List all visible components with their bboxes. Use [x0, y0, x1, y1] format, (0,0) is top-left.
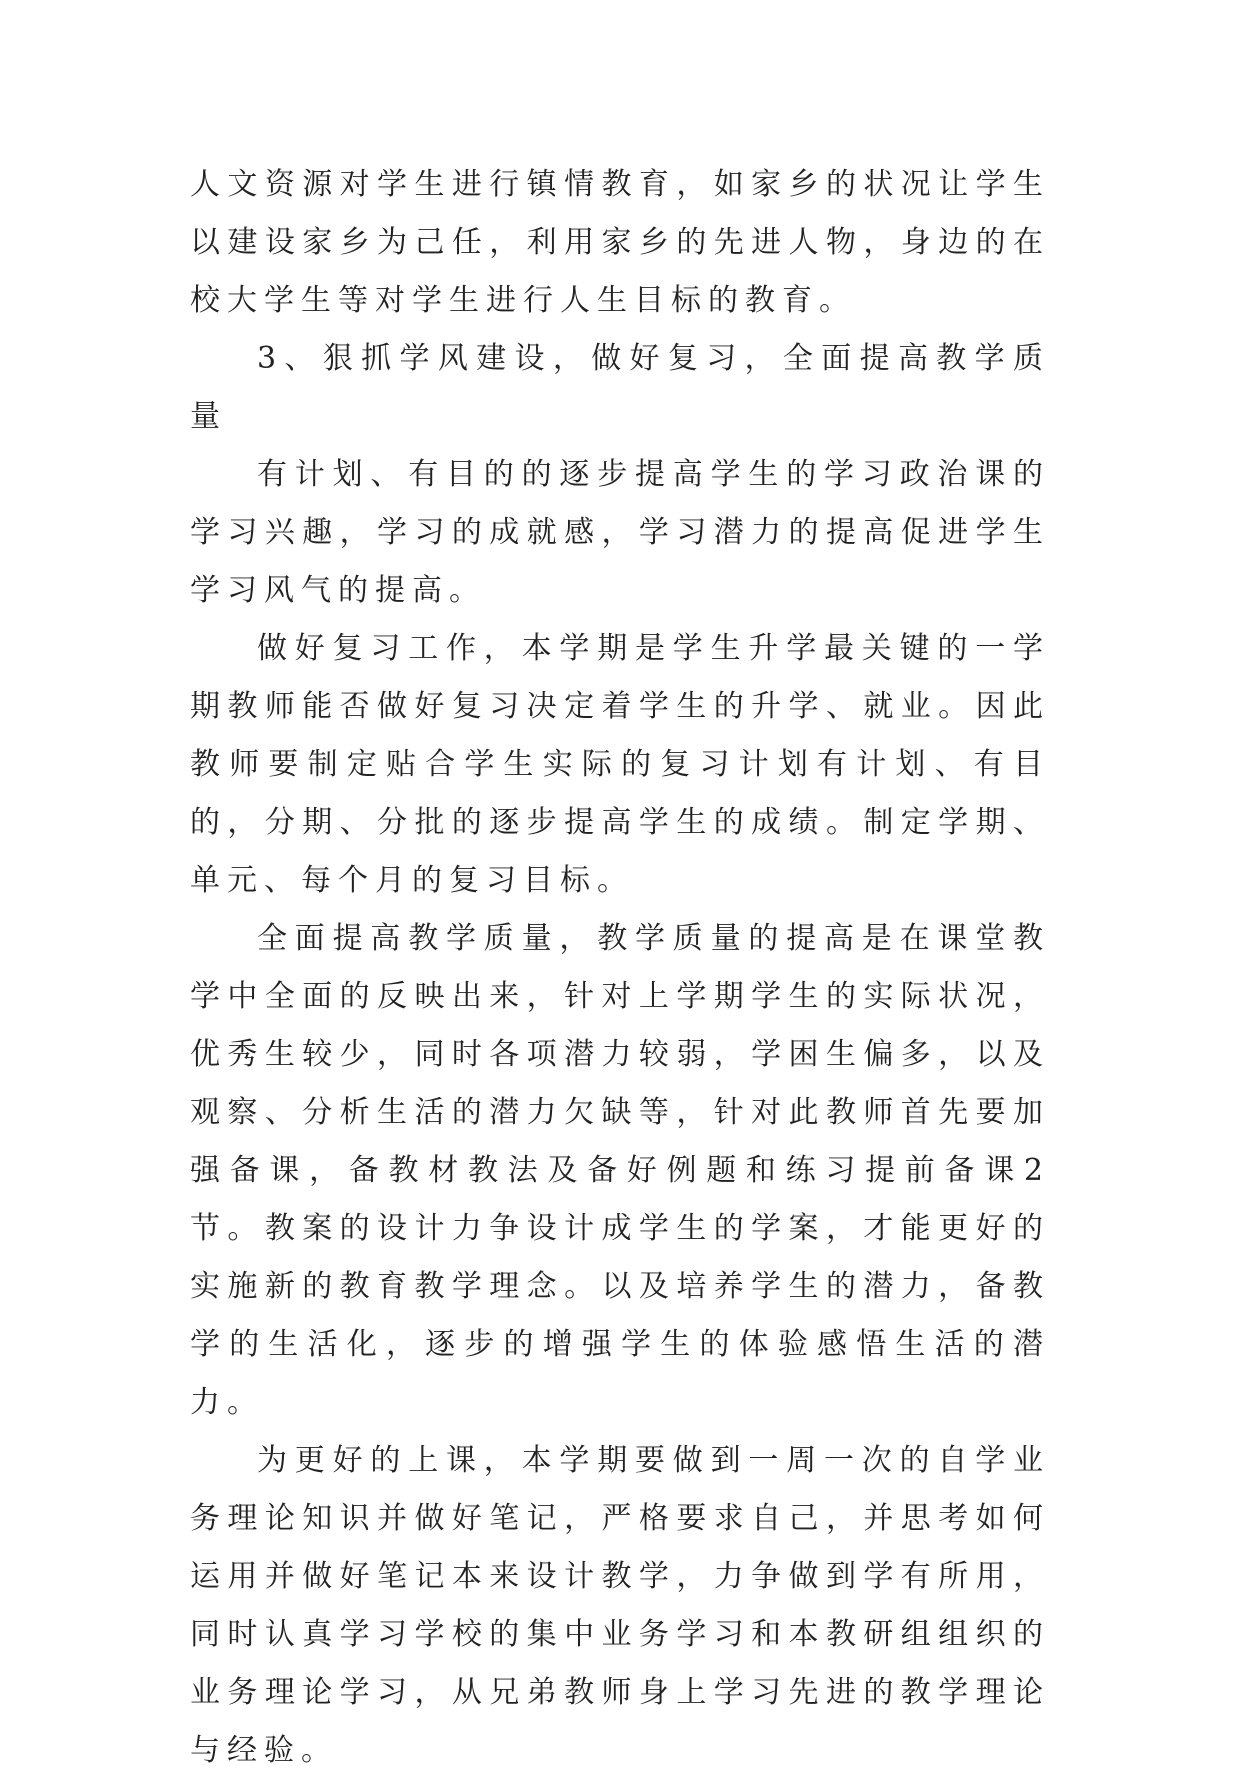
paragraph-4: 做好复习工作，本学期是学生升学最关键的一学期教师能否做好复习决定着学生的升学、就业。因此教师要制定贴合学生实际的复习计划有计划、有目的，分期、分批的逐步提高学生的成绩。制定学期、单元、每个月的复习目标。: [190, 631, 1050, 898]
paragraph-3: 有计划、有目的的逐步提高学生的学习政治课的学习兴趣，学习的成就感，学习潜力的提高促进学生学习风气的提高。: [190, 457, 1050, 608]
paragraph-5: 全面提高教学质量，教学质量的提高是在课堂教学中全面的反映出来，针对上学期学生的实际状况，优秀生较少，同时各项潜力较弱，学困生偏多，以及观察、分析生活的潜力欠缺等，针对此教师首先要加强备课，备教材教法及备好例题和练习提前备课2节。教案的设计力争设计成学生的学案，才能更好的实施新的教育教学理念。以及培养学生的潜力，备教学的生活化，逐步的增强学生的体验感悟生活的潜力。: [190, 921, 1050, 1420]
paragraph-1: 人文资源对学生进行镇情教育，如家乡的状况让学生以建设家乡为己任，利用家乡的先进人物，身边的在校大学生等对学生进行人生目标的教育。: [190, 167, 1050, 318]
section-heading-3: 3、狠抓学风建设，做好复习，全面提高教学质量: [190, 341, 1050, 434]
document-body: [190, 156, 1050, 1780]
paragraph-6: 为更好的上课，本学期要做到一周一次的自学业务理论知识并做好笔记，严格要求自己，并思考如何运用并做好笔记本来设计教学，力争做到学有所用，同时认真学习学校的集中业务学习和本教研组组织的业务理论学习，从兄弟教师身上学习先进的教学理论与经验。: [190, 1443, 1050, 1768]
